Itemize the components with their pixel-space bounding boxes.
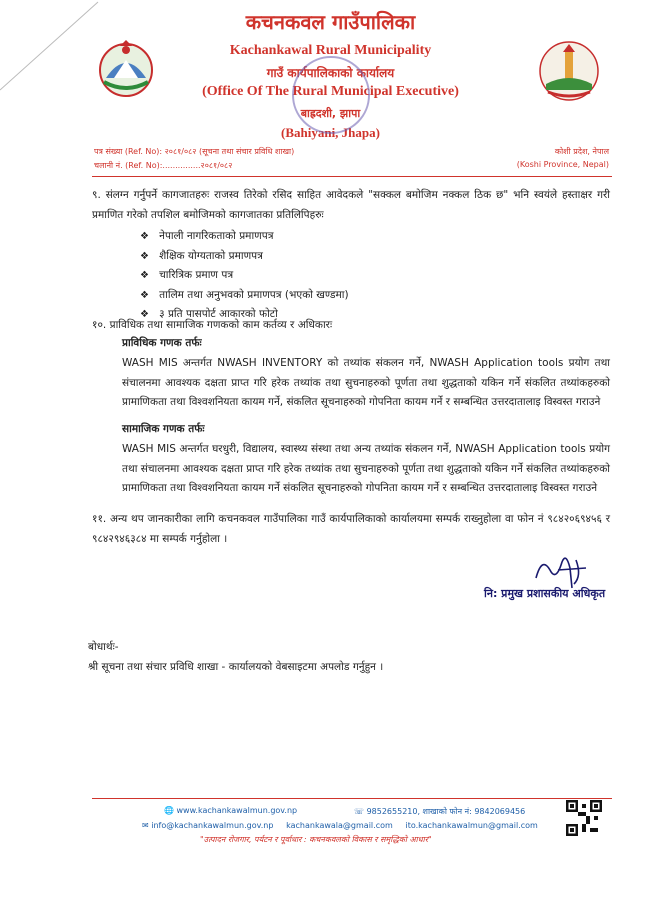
office-title-en: (Office Of The Rural Municipal Executive) — [202, 84, 459, 99]
technical-enumerator-text: WASH MIS अन्तर्गत NWASH INVENTORY को तथ्यांक संकलन गर्ने, NWASH Application tools प्रयोग तथा संचालनमा आवश्यक दक्षता प्राप्त गरि हरेक तथ्यांक तथा सुचनाहरुको पूर्णता तथा शुद्धताको यकिन गर्ने संकलित तथ्यांकहरुको प्रामाणिकता तथा विश्वशनियता कायम गर्ने, संकलित सूचनाहरुको गोपनिता कायम गर्ने र सम्बन्धित उत्तरदातालाइ विस्वस्त गराउने — [122, 357, 610, 408]
list-item: ❖ तालिम तथा अनुभवको प्रमाणपत्र (भएको खण्डमा) — [140, 288, 349, 301]
office-title-np: गाउँ कार्यपालिकाको कार्यालय — [266, 66, 395, 80]
document-list — [140, 224, 560, 322]
footer-slogan: "उत्पादन रोजगार, पर्यटन र पूर्वाधार : कचनकवलको विकास र समृद्धिको आधार" — [200, 835, 432, 844]
technical-enumerator-heading: प्राविधिक गणक तर्फः — [122, 337, 202, 349]
dispatch-number: चलानी नं. (Ref. No):...............२०८१/०८२ — [94, 161, 233, 170]
footer-emails: ✉ info@kachankawalmun.gov.np kachankawala@gmail.com ito.kachankawalmun@gmail.com — [142, 821, 538, 830]
location-np: बाह्रदशी, झापा — [300, 107, 361, 120]
municipality-title-np: कचनकवल गाउँपालिका — [245, 10, 416, 34]
social-enumerator-text: WASH MIS अन्तर्गत घरधुरी, विद्यालय, स्वास्थ्य संस्था तथा अन्य तथ्यांक संकलन गर्ने, NWASH Application tools प्रयोग तथा संचालनमा आवश्यक दक्षता प्राप्त गरि हरेक तथ्यांक तथा सुचनाहरुको पूर्णता तथा शुद्धताको यकिन गर्ने संकलित तथ्यांकहरुको प्रामाणिकता तथा विश्वशनियता कायम गर्ने संकलित सूचनाहरुको गोपनिता कायम गर्ने र सम्बन्धित उत्तरदातालाइ विस्वस्त गराउने — [122, 443, 610, 494]
location-en: (Bahiyani, Jhapa) — [281, 125, 380, 140]
email-icon: ✉ — [142, 821, 149, 830]
municipality-title-en: Kachankawal Rural Municipality — [229, 43, 432, 58]
province-np: कोशी प्रदेश, नेपाल — [554, 147, 609, 156]
item-9: ९. संलग्न गर्नुपर्ने कागजातहरुः राजस्व तिरेको रसिद साहित आवेदकले "सक्कल बमोजिम नक्कल ठिक छ" भनि स्वयंले हस्ताक्षर गरी प्रमाणित गरेको तपशिल बमोजिमको कागजातका प्रतिलिपिहरुः — [92, 189, 610, 221]
province-en: (Koshi Province, Nepal) — [516, 160, 609, 169]
globe-icon: 🌐 — [164, 806, 174, 815]
signature-title: नि: प्रमुख प्रशासकीय अधिकृत — [484, 587, 606, 600]
item-10: १०. प्राविधिक तथा सामाजिक गणकको काम कर्तव्य र अधिकारः — [92, 319, 333, 331]
footer-phone: ☏ 9852655210, शाखाको फोन नं: 9842069456 — [354, 807, 526, 816]
diamond-bullet-icon: ❖ — [140, 270, 149, 281]
item-11: ११. अन्य थप जानकारीका लागि कचनकवल गाउँपालिका गाउँ कार्यपालिकाको कार्यालयमा सम्पर्क राख्नुहोला वा फोन नं ९८४२०६९४५६ र ९८४२९४६३८४ मा सम्पर्क गर्नुहोला । — [92, 513, 610, 545]
footer-website: 🌐 www.kachankawalmun.gov.np — [164, 806, 298, 815]
list-item: ❖ नेपाली नागरिकताको प्रमाणपत्र — [140, 230, 274, 242]
header-divider — [92, 176, 612, 177]
ref-number: पत्र संख्या (Ref. No): २०८१/०८२ (सूचना तथा संचार प्रविधि शाखा) — [94, 147, 295, 156]
cc-label: बोधार्थः- — [88, 641, 119, 653]
social-enumerator-heading: सामाजिक गणक तर्फः — [122, 423, 205, 435]
phone-icon: ☏ — [354, 807, 365, 816]
footer-divider — [92, 798, 612, 799]
list-item: ❖ चारित्रिक प्रमाण पत्र — [140, 269, 234, 281]
cc-text: श्री सूचना तथा संचार प्रविधि शाखा - कार्यालयको वेबसाइटमा अपलोड गर्नुहुन । — [88, 661, 384, 673]
qr-code — [566, 800, 602, 836]
diamond-bullet-icon: ❖ — [140, 231, 149, 242]
diamond-bullet-icon: ❖ — [140, 309, 149, 320]
diamond-bullet-icon: ❖ — [140, 250, 149, 262]
list-item: ❖ ३ प्रति पासपोर्ट आकारको फोटो — [140, 308, 278, 320]
diamond-bullet-icon: ❖ — [140, 289, 149, 301]
office-stamp — [292, 56, 370, 134]
list-item: ❖ शैक्षिक योग्यताको प्रमाणपत्र — [140, 249, 263, 262]
